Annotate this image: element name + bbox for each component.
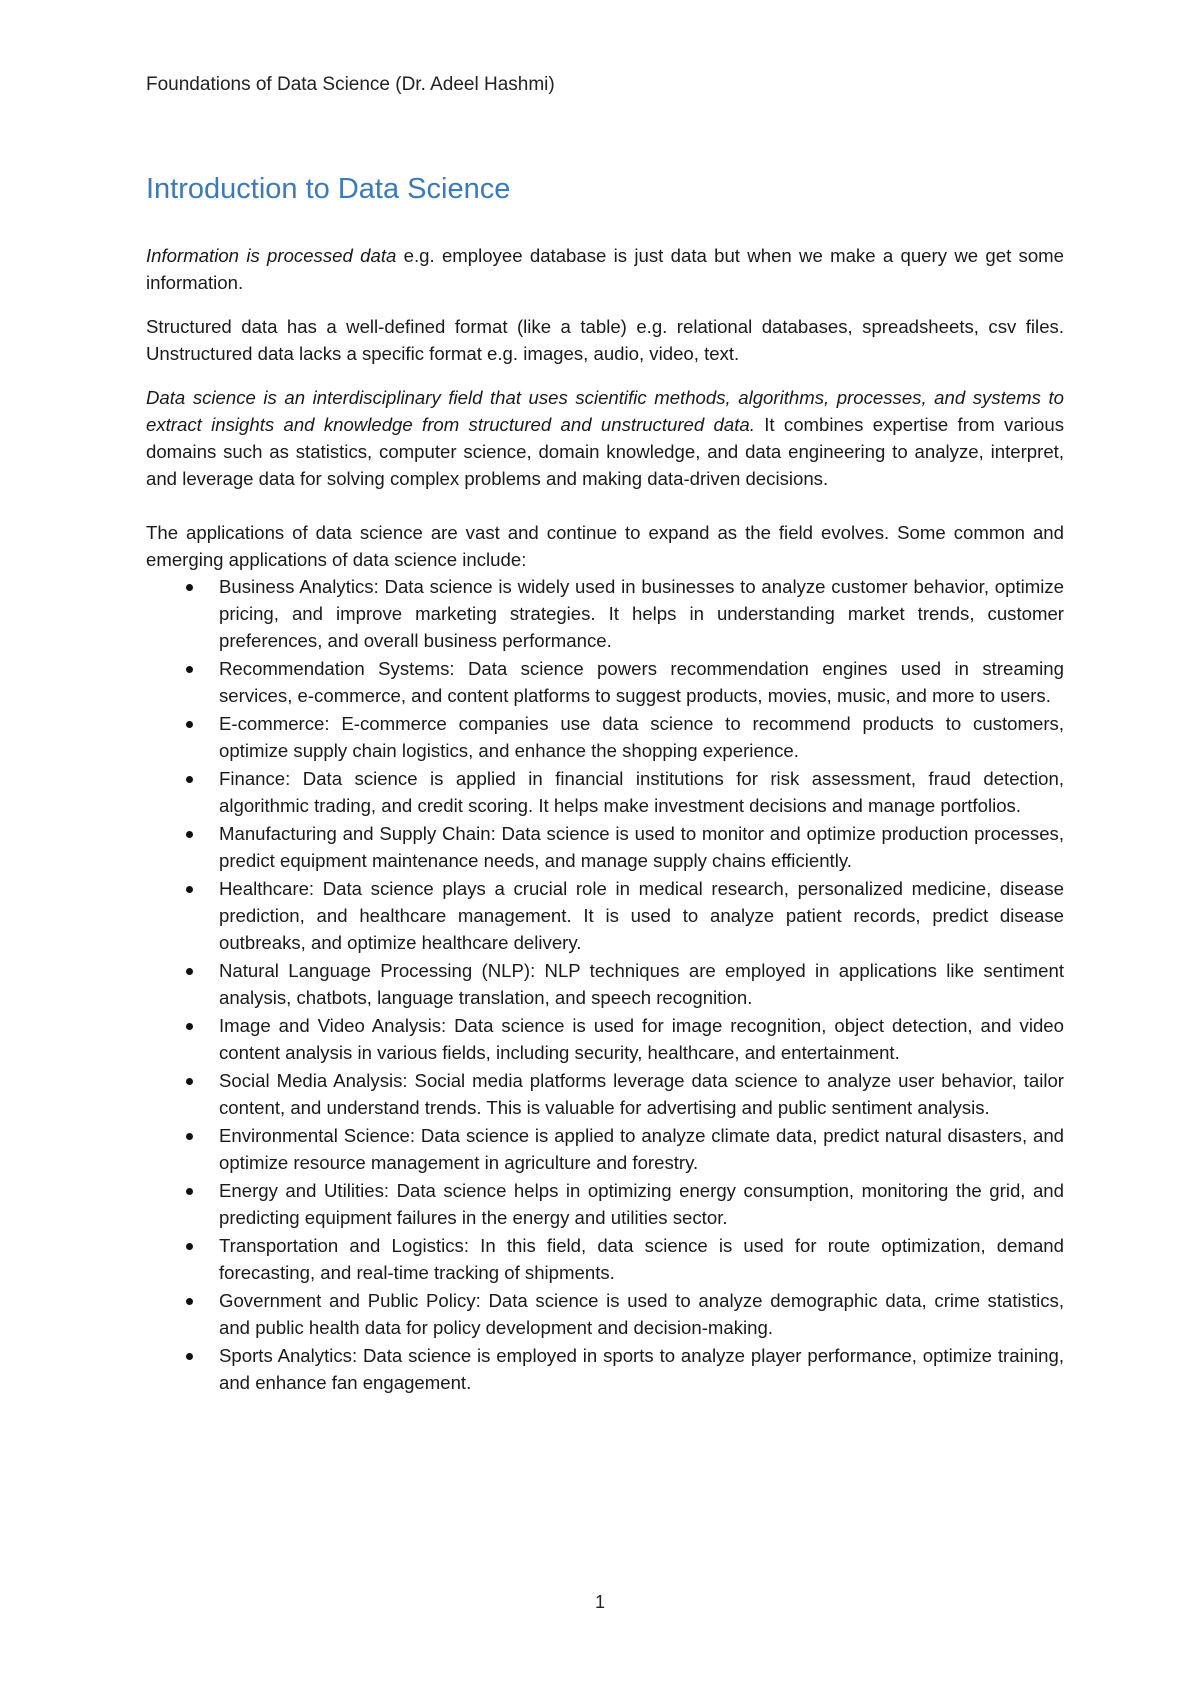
bullet-icon	[186, 1243, 193, 1250]
list-item-text: E-commerce: E-commerce companies use data science to recommend products to customers, optimize supply chain logistics, and enhance the shopping experience.	[219, 713, 1064, 761]
bullet-icon	[186, 1078, 193, 1085]
list-item	[146, 573, 1064, 654]
list-item	[146, 1122, 1064, 1176]
paragraph-structured-data: Structured data has a well-defined format (like a table) e.g. relational databases, spreadsheets, csv files. Unstructured data lacks a specific format e.g. images, audio, video, text.	[146, 316, 1064, 364]
list-item-text: Business Analytics: Data science is widely used in businesses to analyze customer behavior, optimize pricing, and improve marketing strategies. It helps in understanding market trends, customer preferences, and overall business performance.	[219, 576, 1064, 651]
information-definition-text: e.g. employee database is just data but when we make a query we get some information.	[146, 245, 1065, 293]
list-item-text: Natural Language Processing (NLP): NLP techniques are employed in applications like sentiment analysis, chatbots, language translation, and speech recognition.	[219, 960, 1064, 1008]
list-item-text: Manufacturing and Supply Chain: Data science is used to monitor and optimize production processes, predict equipment maintenance needs, and manage supply chains efficiently.	[219, 823, 1064, 871]
bullet-icon	[186, 1353, 193, 1360]
data-science-definition-text: It combines expertise from various domains such as statistics, computer science, domain knowledge, and data engineering to analyze, interpret, and leverage data for solving complex problems and making data-driven decisions.	[146, 414, 1064, 489]
document-body	[146, 170, 1064, 1397]
list-item-text: Sports Analytics: Data science is employed in sports to analyze player performance, optimize training, and enhance fan engagement.	[219, 1345, 1064, 1393]
data-science-definition-emphasis: Data science is an interdisciplinary field that uses scientific methods, algorithms, processes, and systems to extract insights and knowledge from structured and unstructured data.	[146, 387, 1064, 435]
list-item	[146, 1012, 1064, 1066]
list-item-text: Recommendation Systems: Data science powers recommendation engines used in streaming services, e-commerce, and content platforms to suggest products, movies, music, and more to users.	[219, 658, 1064, 706]
list-item	[146, 655, 1064, 709]
bullet-icon	[186, 776, 193, 783]
bullet-icon	[186, 968, 193, 975]
bullet-icon	[186, 1133, 193, 1140]
bullet-icon	[186, 1298, 193, 1305]
paragraph-information-definition	[146, 242, 1064, 296]
list-item-text: Image and Video Analysis: Data science is used for image recognition, object detection, and video content analysis in various fields, including security, healthcare, and entertainment.	[219, 1015, 1064, 1063]
list-item	[146, 957, 1064, 1011]
list-item	[146, 1177, 1064, 1231]
list-item	[146, 1342, 1064, 1396]
bullet-icon	[186, 584, 193, 591]
bullet-icon	[186, 886, 193, 893]
page-title: Introduction to Data Science	[146, 173, 511, 205]
bullet-icon	[186, 1188, 193, 1195]
list-item	[146, 1287, 1064, 1341]
list-item	[146, 1067, 1064, 1121]
list-item	[146, 1232, 1064, 1286]
page-number: 1	[594, 1592, 605, 1612]
running-header: Foundations of Data Science (Dr. Adeel Hashmi)	[146, 74, 555, 95]
list-item-text: Finance: Data science is applied in financial institutions for risk assessment, fraud detection, algorithmic trading, and credit scoring. It helps make investment decisions and manage portfolios.	[219, 768, 1064, 816]
paragraph-data-science-definition	[146, 384, 1064, 492]
list-item-text: Transportation and Logistics: In this field, data science is used for route optimization, demand forecasting, and real-time tracking of shipments.	[219, 1235, 1064, 1283]
list-item-text: Social Media Analysis: Social media platforms leverage data science to analyze user behavior, tailor content, and understand trends. This is valuable for advertising and public sentiment analysis.	[219, 1070, 1064, 1118]
bullet-icon	[186, 1023, 193, 1030]
list-item-text: Environmental Science: Data science is applied to analyze climate data, predict natural disasters, and optimize resource management in agriculture and forestry.	[219, 1125, 1064, 1173]
list-item-text: Government and Public Policy: Data science is used to analyze demographic data, crime statistics, and public health data for policy development and decision-making.	[219, 1290, 1064, 1338]
paragraph-applications-intro: The applications of data science are vast and continue to expand as the field evolves. Some common and emerging applications of data science include:	[146, 522, 1064, 570]
bullet-icon	[186, 831, 193, 838]
list-item	[146, 820, 1064, 874]
list-item	[146, 765, 1064, 819]
information-definition-emphasis: Information is processed data	[146, 245, 397, 266]
bullet-icon	[186, 721, 193, 728]
list-item	[146, 875, 1064, 956]
bullet-icon	[186, 666, 193, 673]
list-item-text: Healthcare: Data science plays a crucial role in medical research, personalized medicine, disease prediction, and healthcare management. It is used to analyze patient records, predict disease outbreaks, and optimize healthcare delivery.	[219, 878, 1064, 953]
list-item	[146, 710, 1064, 764]
list-item-text: Energy and Utilities: Data science helps in optimizing energy consumption, monitoring the grid, and predicting equipment failures in the energy and utilities sector.	[219, 1180, 1064, 1228]
applications-list	[146, 573, 1064, 1396]
